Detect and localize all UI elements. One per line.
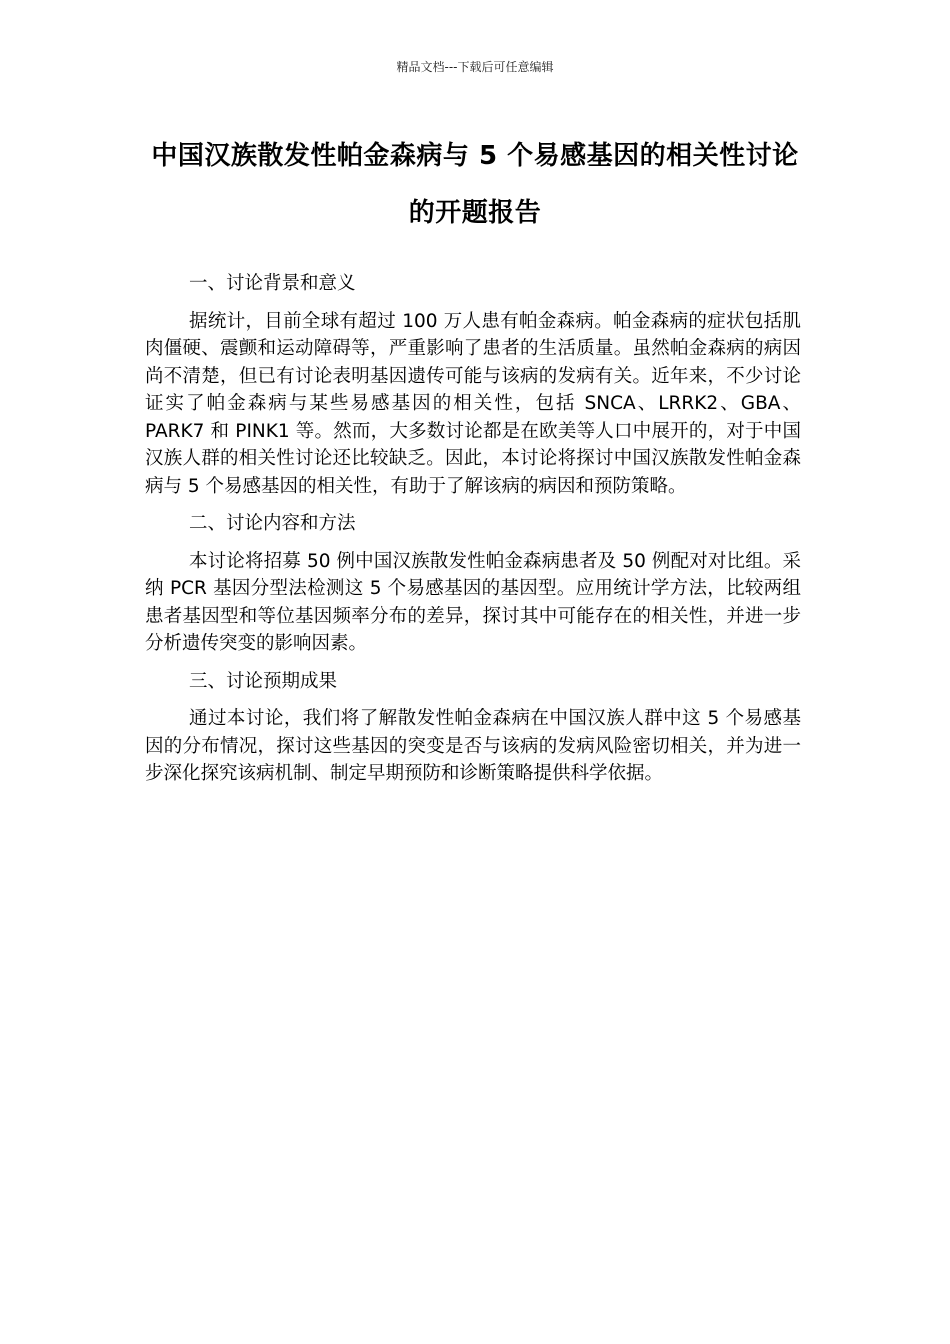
section-paragraph-expected-results: 通过本讨论，我们将了解散发性帕金森病在中国汉族人群中这 5 个易感基因的分布情况，探讨这些基因的突变是否与该病的发病风险密切相关，并为进一步深化探究该病机制、制定早期预防和诊断策略提供科学依据。	[145, 708, 801, 784]
section-paragraph-background: 据统计，目前全球有超过 100 万人患有帕金森病。帕金森病的症状包括肌肉僵硬、震颤和运动障碍等，严重影响了患者的生活质量。虽然帕金森病的病因尚不清楚，但已有讨论表明基因遗传可能与该病的发病有关。近年来，不少讨论证实了帕金森病与某些易感基因的相关性，包括 SNCA、LRRK2、GBA、PARK7 和 PINK1 等。然而，大多数讨论都是在欧美等人口中展开的，对于中国汉族人群的相关性讨论还比较缺乏。因此，本讨论将探讨中国汉族散发性帕金森病与 5 个易感基因的相关性，有助于了解该病的病因和预防策略。	[145, 310, 801, 497]
document-body	[145, 270, 801, 798]
document-title: 中国汉族散发性帕金森病与 5 个易感基因的相关性讨论的开题报告	[151, 141, 799, 228]
section-paragraph-methods: 本讨论将招募 50 例中国汉族散发性帕金森病患者及 50 例配对对比组。采纳 PCR 基因分型法检测这 5 个易感基因的基因型。应用统计学方法，比较两组患者基因型和等位基因频率分布的差异，探讨其中可能存在的相关性，并进一步分析遗传突变的影响因素。	[145, 550, 801, 654]
section-heading-background: 一、讨论背景和意义	[189, 273, 356, 294]
section-heading-methods: 二、讨论内容和方法	[189, 513, 356, 534]
page-header-note: 精品文档---下载后可任意编辑	[396, 60, 554, 74]
section-heading-expected-results: 三、讨论预期成果	[189, 670, 338, 692]
